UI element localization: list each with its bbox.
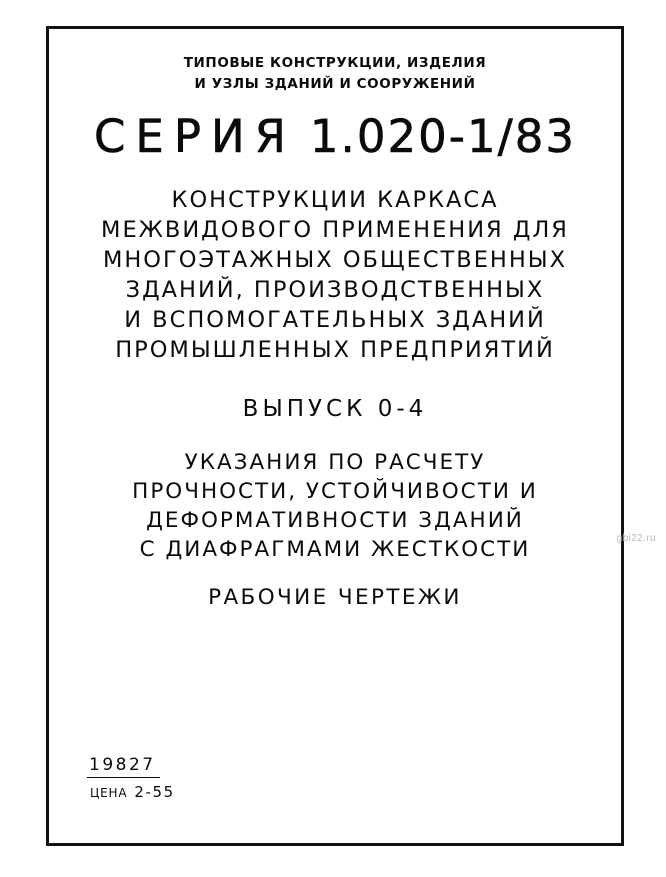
watermark-text: gbi22.ru [616,533,656,544]
title-line-3: МНОГОЭТАЖНЫХ ОБЩЕСТВЕННЫХ [102,246,568,273]
document-code-block [87,755,175,801]
price-row [87,783,175,801]
price-value: 2-55 [134,783,175,801]
cover-sheet-frame [46,26,624,846]
title-line-5: И ВСПОМОГАТЕЛЬНЫХ ЗДАНИЙ [124,306,546,333]
series-word: СЕРИЯ [93,109,296,163]
title-line-4: ЗДАНИЙ, ПРОИЗВОДСТВЕННЫХ [125,276,545,303]
subtitle-line-3: ДЕФОРМАТИВНОСТИ ЗДАНИЙ [146,508,524,534]
document-subtitle [67,448,603,565]
series-number: 1.020-1/83 [309,109,577,163]
title-line-2: МЕЖВИДОВОГО ПРИМЕНЕНИЯ ДЛЯ [101,217,569,244]
subtitle-line-2: ПРОЧНОСТИ, УСТОЙЧИВОСТИ И [132,478,538,504]
series-kicker [67,53,603,95]
drawings-label: РАБОЧИЕ ЧЕРТЕЖИ [208,584,462,610]
issue-number: ВЫПУСК 0-4 [242,395,428,422]
cover-sheet-content [49,29,621,843]
title-line-1: КОНСТРУКЦИИ КАРКАСА [171,187,499,214]
title-line-6: ПРОМЫШЛЕННЫХ ПРЕДПРИЯТИЙ [115,336,555,363]
kicker-line-1: ТИПОВЫЕ КОНСТРУКЦИИ, ИЗДЕЛИЯ [183,55,487,71]
document-code-number: 19827 [87,755,160,778]
series-heading [67,109,603,163]
subtitle-line-4: С ДИАФРАГМАМИ ЖЕСТКОСТИ [139,537,531,563]
price-label: ЦЕНА [90,786,128,800]
kicker-line-2: И УЗЛЫ ЗДАНИЙ И СООРУЖЕНИЙ [194,75,476,92]
document-title [67,186,603,366]
subtitle-line-1: УКАЗАНИЯ ПО РАСЧЕТУ [184,449,486,475]
